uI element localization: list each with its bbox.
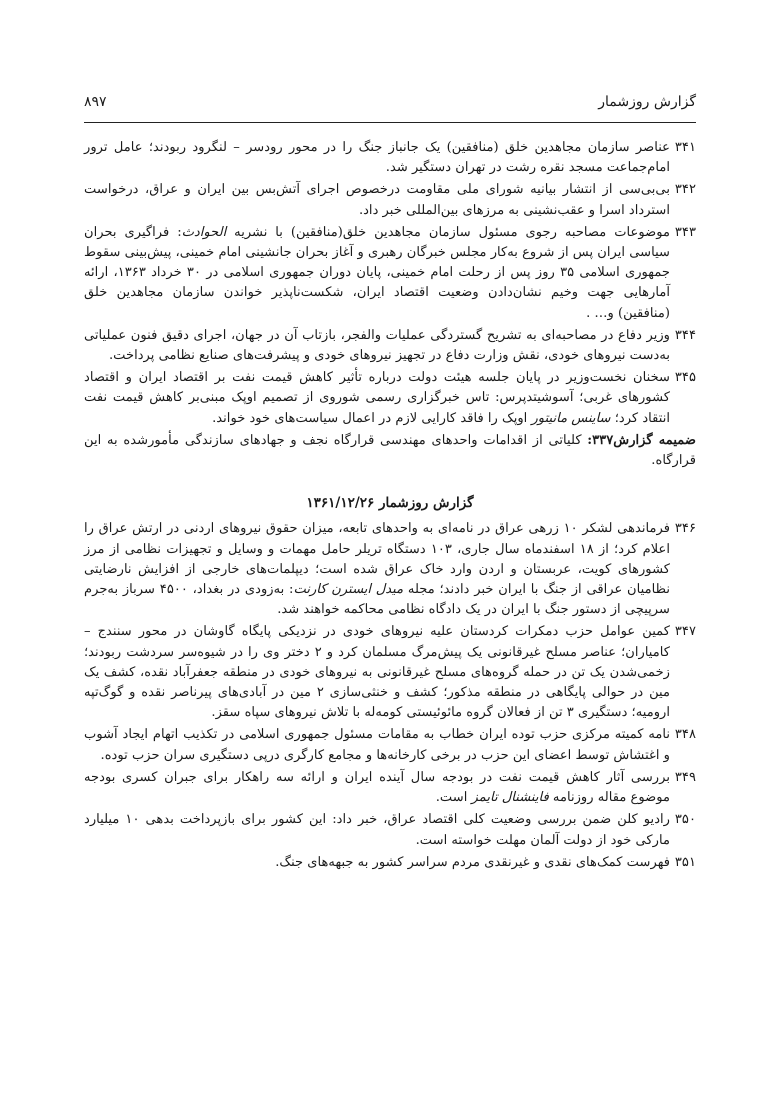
- entry-text: [84, 521, 670, 617]
- publication-name: فاینشنال تایمز: [471, 790, 549, 806]
- entry-text-part: بررسی آثار کاهش قیمت نفت در بودجه سال آینده ایران و ارائه سه راهکار برای جبران کسری بودجه موضوع مقاله روزنامه: [84, 769, 670, 806]
- entry-text: [84, 225, 670, 321]
- entry-number: ۳۴۴: [674, 327, 696, 343]
- entry-text: رادیو کلن ضمن بررسی وضعیت کلی اقتصاد عراق، خبر داد: این کشور برای بازپرداخت بدهی ۱۰ میلیارد مارکی خود از دولت آلمان مهلت خواسته است.: [84, 812, 670, 848]
- entry-text-part: : به‌زودی در بغداد، ۴۵۰۰ سرباز به‌جرم سرپیچی از دستور جنگ با ایران در یک دادگاه نظامی محاکمه خواهند شد.: [84, 582, 670, 618]
- entry-text-part: اوپک را فاقد کارایی لازم در اعمال سیاست‌های خود خواند.: [212, 410, 532, 426]
- entry-344: [84, 326, 696, 366]
- entry-text-part: است.: [435, 790, 472, 806]
- entry-number: ۳۴۱: [674, 140, 696, 155]
- entry-number: ۳۴۹: [674, 769, 696, 785]
- entry-number: ۳۴۶: [674, 521, 696, 537]
- entry-number: ۳۵۰: [674, 812, 696, 828]
- entry-351: [84, 853, 696, 873]
- entry-text-part: موضوعات مصاحبه رجوی مسئول سازمان مجاهدین خلق(منافقین) با نشریه: [226, 224, 670, 240]
- entry-text: وزیر دفاع در مصاحبه‌ای به تشریح گستردگی عملیات والفجر، بازتاب آن در جهان، اجرای دقیق فنون عملیاتی به‌دست نیروهای خودی، نقش وزارت دفاع در تجهیز نیروهای خودی و پیشرفت‌های صنایع نظامی پرداخت.: [84, 327, 670, 364]
- entry-343: [84, 223, 696, 324]
- entry-number: ۳۴۸: [674, 727, 696, 743]
- entry-text: [84, 370, 670, 425]
- publication-name: الحوادث: [181, 224, 227, 240]
- page-header: [84, 88, 696, 123]
- entry-number: ۳۴۷: [674, 624, 696, 640]
- entry-text-part: سخنان نخست‌وزیر در پایان جلسه هیئت دولت درباره تأثیر کاهش قیمت نفت بر اقتصاد ایران و اقتصاد کشورهای غربی؛ آسوشیتدپرس: تاس خبرگزاری رسمی شوروی از تصمیم اوپک مبنی‌بر کاهش قیمت نفت انتقاد کرد؛: [84, 370, 670, 426]
- entry-text: فهرست کمک‌های نقدی و غیرنقدی مردم سراسر کشور به جبهه‌های جنگ.: [275, 854, 670, 870]
- entry-text-part: فرماندهی لشکر ۱۰ زرهی عراق در نامه‌ای به واحدهای تابعه، میزان حقوق نیروهای اردنی در ارتش عراق را اعلام کرد؛ از ۱۸ اسفندماه سال جاری، ۱۰۳ دستگاه تریلر حامل مهمات و وسایل و تجهیزات نظامی از مرز کشورهای کویت، عربستان و اردن وارد خاک عراق شده است؛ دیپلمات‌های خارجی از افزایش نارضایتی نظامیان عراقی از جنگ با ایران خبر دادند؛ مجله: [84, 521, 670, 598]
- entry-number: ۳۴۲: [674, 182, 696, 198]
- appendix-text: کلیاتی از اقدامات واحدهای مهندسی قرارگاه نجف و جهادهای سازندگی مأمورشده به این قرارگاه.: [84, 432, 696, 469]
- entry-text: عناصر سازمان مجاهدین خلق (منافقین) یک جانباز جنگ را در محور رودسر – لنگرود ربودند؛ عامل ترور امام‌جماعت مسجد نقره رشت در تهران دستگیر شد.: [84, 140, 670, 176]
- entry-text-part: : فراگیری بحران سیاسی ایران پس از شروع به‌کار مجلس خبرگان رهبری و آغاز بحران جانشینی امام خمینی، پیش‌بینی سقوط جمهوری اسلامی ۳۵ روز پس از رحلت امام خمینی، پایان دوران جمهوری اسلامی در ۳۰ خرداد ۱۳۶۳، ارائه آمارهایی جهت وخیم نشان‌دادن وضعیت اقتصاد ایران، شکست‌ناپذیر خواندن سازمان مجاهدین خلق (منافقین) و… .: [84, 224, 670, 321]
- entry-342: [84, 180, 696, 220]
- publication-name: میدل ایسترن کارنت: [293, 582, 404, 598]
- entry-347: [84, 622, 696, 723]
- entry-345: [84, 368, 696, 429]
- entry-text: کمین عوامل حزب دمکرات کردستان علیه نیروهای خودی در نزدیکی پایگاه گاوشان در محور سنندج – کامیاران؛ عناصر مسلح غیرقانونی یک پیش‌مرگ مسلمان کرد و ۲ دختر وی را در شیوه‌سر سردشت ربودند؛ زخمی‌شدن یک تن در حمله گروه‌های مسلح غیرقانونی به نیروهای خودی در منطقه جعفرآباد نقده، کشف یک مین در حوالی پایگاهی در منطقه مذکور؛ کشف و خنثی‌سازی ۲ مین در آبادی‌های پیرناصر نقده و گوگ‌تپه ارومیه؛ دستگیری ۳ تن از فعالان گروه مائوئیستی کومه‌له با تلاش نیروهای سپاه سقز.: [84, 624, 671, 721]
- page-body: [84, 138, 696, 875]
- entry-349: [84, 768, 696, 808]
- page-number: ۸۹۷: [84, 94, 107, 110]
- entry-348: [84, 725, 696, 765]
- section-title: گزارش روزشمار ۱۳۶۱/۱۲/۲۶: [306, 495, 474, 512]
- entry-350: [84, 810, 696, 850]
- appendix-label: ضمیمه گزارش۳۳۷:: [587, 432, 696, 448]
- entry-346: [84, 519, 696, 620]
- entry-number: ۳۴۵: [674, 370, 696, 386]
- appendix-note: [84, 431, 696, 471]
- entry-text: نامه کمیته مرکزی حزب توده ایران خطاب به مقامات مسئول جمهوری اسلامی در تکذیب اتهام ایجاد آشوب و اغتشاش توسط اعضای این حزب در برخی کارخانه‌ها و مجامع کارگری درپی دستگیری سران حزب توده.: [84, 727, 670, 763]
- running-title: گزارش روزشمار: [598, 94, 696, 110]
- entry-text: بی‌بی‌سی از انتشار بیانیه شورای ملی مقاومت درخصوص اجرای آتش‌بس بین ایران و عراق، درخواست استرداد اسرا و عقب‌نشینی به مرزهای بین‌المللی خبر داد.: [84, 182, 670, 218]
- entry-number: ۳۴۳: [674, 224, 696, 240]
- entry-text: [84, 770, 670, 805]
- publication-name: ساینس مانیتور: [531, 410, 611, 426]
- entry-number: ۳۵۱: [674, 854, 696, 870]
- entry-341: [84, 138, 696, 178]
